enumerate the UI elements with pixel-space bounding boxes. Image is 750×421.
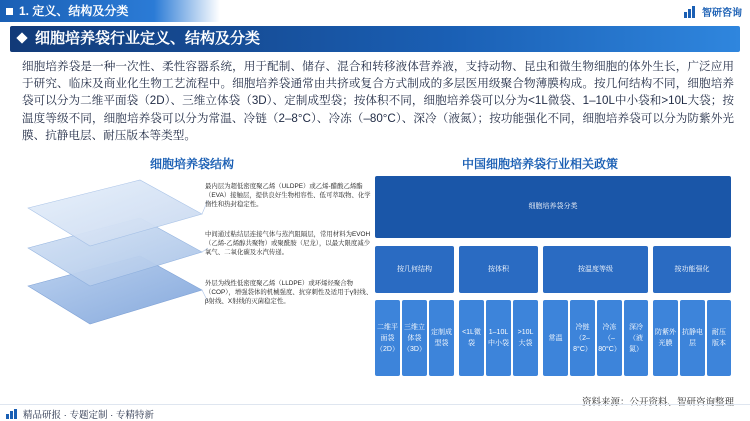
footer [0, 404, 750, 421]
page-title: 细胞培养袋行业定义、结构及分类 [35, 30, 261, 47]
tree-leaf: 深冷（液氮） [624, 300, 648, 376]
tree-group-temperature: 按温度等级 [543, 246, 648, 293]
tree-leaf: 冷冻（–80°C） [597, 300, 622, 376]
policy-title: 中国细胞培养袋行业相关政策 [462, 157, 619, 171]
tree-leaf: >10L大袋 [513, 300, 538, 376]
section-square-icon [6, 8, 13, 15]
tree-leaf: 防紫外光膜 [653, 300, 678, 376]
brand-name: 智研咨询 [702, 8, 742, 19]
tree-leaf: 冷链（2–8°C） [570, 300, 595, 376]
layer-outer-description: 外层为线性低密度聚乙烯（LLDPE）或环烯烃聚合物（COP），增强袋体的机械强度、抗穿刺性及适用于γ射线、β射线、X射线的灭菌稳定性。 [205, 280, 373, 306]
tree-leaf: 抗静电层 [680, 300, 705, 376]
section-label-text: 1. 定义、结构及分类 [19, 4, 129, 18]
tree-root-node: 细胞培养袋分类 [375, 176, 731, 238]
source-note: 资料来源：公开资料、智研咨询整理 [581, 397, 734, 408]
tree-leaf: <1L微袋 [459, 300, 484, 376]
title-diamond-icon [16, 32, 27, 43]
tree-leaf: 定制成型袋 [429, 300, 454, 376]
intro-paragraph: 细胞培养袋是一种一次性、柔性容器系统，用于配制、储存、混合和转移液体营养液，支持动物、昆虫和微生物细胞的体外生长，广泛应用于研究、临床及商业化生物工艺流程中。细胞培养袋通常由共挤或复合方式制成的多层医用级聚合物薄膜构成。按几何结构不同，细胞培养袋可以分为二维平面袋（2D）、三维立体袋（3D）、定制成型袋；按体积不同，细胞培养袋可以分为<1L微袋、1–10L中小袋和>10L大袋；按温度等级不同，细胞培养袋可以分为常温、冷链（2–8°C）、冷冻（–80°C）、深冷（液氮）；按功能强化不同，细胞培养袋可以分为防紫外光膜、抗静电层、耐压版本等类型。 [22, 60, 734, 142]
tree-leaf: 三维立体袋（3D） [402, 300, 427, 376]
tree-leaf: 耐压版本 [707, 300, 731, 376]
layer-middle-description: 中间通过粘结层连接气体与蒸汽阻隔层，常用材料为EVOH（乙烯-乙烯醇共聚物）或聚酰胺（尼龙），以最大限度减少氧气、二氧化碳及水汽传递。 [205, 231, 371, 257]
culture-bag-layers-illustration [20, 178, 210, 333]
brand [684, 4, 742, 19]
top-bar [0, 0, 750, 22]
tree-leaf: 1–10L中小袋 [486, 300, 511, 376]
brand-logo-icon [684, 6, 698, 18]
footer-tagline [6, 407, 154, 421]
structure-title: 细胞培养袋结构 [150, 157, 235, 171]
tree-group-function: 按功能强化 [653, 246, 731, 293]
tree-group-geometry: 按几何结构 [375, 246, 454, 293]
tree-group-volume: 按体积 [459, 246, 538, 293]
layer-inner-description: 最内层为超低密度聚乙烯（ULDPE）或乙烯-醋酸乙烯酯（EVA）接触层，提供良好生物相容性、低可萃取物、化学惰性和热封稳定性。 [205, 183, 371, 209]
tree-leaf: 二维平面袋（2D） [375, 300, 400, 376]
tree-leaf: 常温 [543, 300, 568, 376]
footer-logo-icon [6, 409, 18, 419]
section-label [0, 0, 220, 22]
page-title-bar [10, 26, 740, 52]
footer-text: 精品研报 · 专题定制 · 专精特新 [23, 410, 154, 421]
